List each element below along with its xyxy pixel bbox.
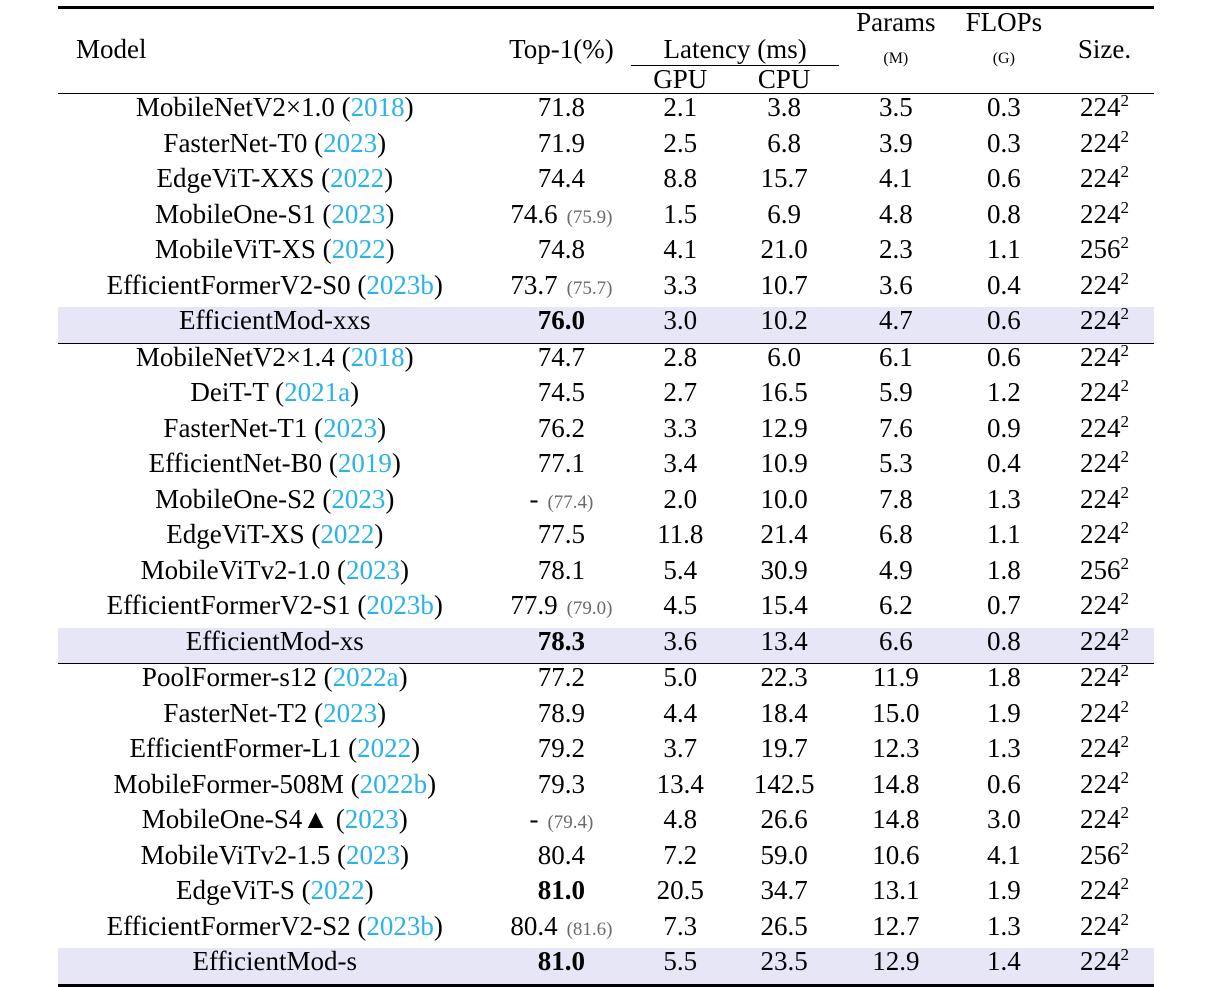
cell-flops: 0.8 [953, 628, 1055, 664]
cell-flops: 0.4 [986, 448, 1021, 478]
cell-top1: 74.7 [492, 343, 632, 379]
cell-cpu: 26.5 [760, 910, 808, 941]
cell-model: FasterNet-T2 (2023) [163, 697, 387, 728]
cell-top1: 74.5 [537, 377, 586, 407]
table-row [58, 486, 1154, 522]
cell-params: 14.8 [872, 768, 920, 799]
cell-gpu: 2.7 [663, 377, 698, 407]
table-row [58, 379, 1154, 415]
cell-top1: 79.3 [537, 768, 586, 799]
cell-gpu: 4.4 [663, 697, 698, 728]
cell-model: EfficientFormer-L1 (2022) [129, 733, 421, 763]
cell-flops: 1.3 [986, 910, 1021, 941]
cell-flops: 1.2 [986, 377, 1021, 407]
cell-gpu: 7.2 [663, 839, 698, 870]
cell-flops: 0.3 [953, 94, 1055, 130]
cell-model: EdgeViT-XXS (2022) [156, 163, 394, 193]
cell-flops: 0.6 [986, 163, 1021, 193]
cell-cpu: 3.8 [729, 94, 839, 130]
cell-top1: 80.4 (81.6) [510, 910, 613, 941]
header-latency: Latency (ms) [631, 8, 839, 67]
cell-top1: 76.0 [492, 307, 632, 343]
table-row [58, 307, 1154, 343]
cell-size: $224^2$ [1079, 126, 1129, 158]
cell-model: MobileViTv2-1.0 (2023) [140, 554, 409, 585]
cell-gpu: 4.8 [663, 804, 698, 834]
cell-gpu: 4.5 [663, 590, 698, 620]
table-row [58, 94, 1154, 130]
table-row [58, 628, 1154, 664]
cell-cpu: 21.4 [760, 519, 808, 549]
cell-gpu: 8.8 [663, 163, 698, 193]
cell-flops: 3.0 [986, 804, 1021, 834]
cell-size: $224^2$ [1079, 803, 1129, 834]
cell-flops: 0.6 [953, 307, 1055, 343]
header-params: Params (M) [839, 8, 953, 94]
cell-params: 4.1 [878, 163, 913, 193]
cell-model: EfficientMod-xxs [58, 307, 492, 343]
header-gpu: GPU [653, 64, 708, 94]
cell-model: EdgeViT-S (2022) [175, 875, 374, 905]
cell-model: EfficientFormerV2-S2 (2023b) [106, 910, 443, 941]
cell-size: $224^2$ [1055, 948, 1154, 985]
cell-params: 12.9 [839, 948, 953, 985]
cell-gpu: 3.3 [663, 269, 698, 300]
cell-flops: 1.8 [953, 664, 1055, 700]
cell-params: 5.3 [878, 448, 913, 478]
cell-size: $224^2$ [1055, 628, 1154, 664]
cell-top1: - (77.4) [529, 483, 594, 514]
cell-top1: 81.0 [537, 875, 586, 905]
cell-model: FasterNet-T1 (2023) [163, 412, 387, 443]
table-row [58, 521, 1154, 557]
cell-cpu: 6.8 [767, 127, 801, 158]
cell-cpu: 142.5 [753, 768, 815, 799]
cell-model: MobileOne-S4▲ (2023) [141, 804, 408, 834]
cell-model: MobileOne-S1 (2023) [155, 198, 395, 229]
cell-model: EfficientFormerV2-S0 (2023b) [106, 269, 443, 300]
cell-size: $224^2$ [1079, 909, 1129, 941]
cell-flops: 1.4 [953, 948, 1055, 985]
cell-size: $256^2$ [1079, 553, 1129, 585]
table-row [58, 201, 1154, 237]
cell-flops: 0.8 [986, 198, 1021, 229]
table-row [58, 450, 1154, 486]
cell-cpu: 6.0 [729, 343, 839, 379]
cell-gpu: 3.3 [663, 412, 698, 443]
header-model: Model [58, 8, 492, 94]
cell-flops: 0.6 [986, 768, 1021, 799]
cell-cpu: 23.5 [729, 948, 839, 985]
cell-gpu: 3.6 [631, 628, 729, 664]
cell-model: EfficientMod-s [58, 948, 492, 985]
cell-flops: 1.8 [986, 554, 1021, 585]
cell-size: $224^2$ [1055, 94, 1154, 130]
cell-top1: 71.9 [537, 127, 586, 158]
cell-size: $224^2$ [1079, 447, 1129, 478]
cell-size: $256^2$ [1079, 233, 1129, 264]
cell-params: 3.6 [878, 269, 913, 300]
table-row [58, 913, 1154, 949]
cell-cpu: 21.0 [760, 234, 808, 264]
cell-cpu: 12.9 [760, 412, 808, 443]
cell-model: FasterNet-T0 (2023) [163, 127, 387, 158]
table-header-row [58, 8, 1154, 67]
cell-cpu: 26.6 [760, 804, 808, 834]
cell-gpu: 13.4 [656, 768, 704, 799]
cell-size: $224^2$ [1079, 197, 1129, 229]
table-bottom-rule [58, 985, 1154, 987]
results-table [58, 6, 1154, 987]
cell-top1: 71.8 [492, 94, 632, 130]
cell-flops: 0.4 [986, 269, 1021, 300]
cell-gpu: 7.3 [663, 910, 698, 941]
cell-top1: 78.3 [492, 628, 632, 664]
cell-model: PoolFormer-s12 (2022a) [58, 664, 492, 700]
cell-cpu: 34.7 [760, 875, 808, 905]
cell-top1: 79.2 [537, 733, 586, 763]
cell-gpu: 11.8 [657, 519, 704, 549]
cell-flops: 1.9 [986, 875, 1021, 905]
cell-params: 3.9 [878, 127, 913, 158]
header-flops: FLOPs (G) [953, 8, 1055, 94]
cell-size: $224^2$ [1055, 664, 1154, 700]
cell-size: $224^2$ [1079, 268, 1129, 300]
cell-model: DeiT-T (2021a) [190, 377, 360, 407]
cell-cpu: 15.4 [760, 590, 808, 620]
cell-size: $224^2$ [1079, 589, 1129, 620]
cell-top1: 78.9 [537, 697, 586, 728]
cell-params: 6.6 [839, 628, 953, 664]
cell-gpu: 2.8 [631, 343, 729, 379]
header-cpu: CPU [757, 64, 811, 94]
cell-gpu: 5.0 [631, 664, 729, 700]
cell-params: 5.9 [878, 377, 913, 407]
cell-top1: 74.4 [537, 163, 586, 193]
cell-cpu: 59.0 [760, 839, 808, 870]
cell-top1: 74.6 (75.9) [510, 198, 613, 229]
cell-gpu: 3.7 [663, 733, 698, 763]
cell-gpu: 2.5 [663, 127, 698, 158]
cell-params: 4.9 [878, 554, 913, 585]
cell-top1: 77.1 [537, 448, 586, 478]
table-row [58, 948, 1154, 985]
cell-gpu: 1.5 [663, 198, 698, 229]
cell-cpu: 10.9 [760, 448, 808, 478]
cell-top1: 76.2 [537, 412, 586, 443]
table-row [58, 735, 1154, 771]
cell-cpu: 16.5 [760, 377, 808, 407]
cell-flops: 0.6 [953, 343, 1055, 379]
cell-size: $224^2$ [1079, 696, 1129, 728]
cell-cpu: 10.0 [760, 483, 808, 514]
cell-cpu: 6.9 [767, 198, 801, 229]
cell-model: MobileOne-S2 (2023) [155, 483, 395, 514]
cell-gpu: 2.1 [631, 94, 729, 130]
table-body [58, 8, 1154, 987]
cell-size: $224^2$ [1079, 767, 1129, 799]
cell-params: 4.8 [878, 198, 913, 229]
cell-size: $224^2$ [1079, 482, 1129, 514]
table-row [58, 771, 1154, 807]
cell-params: 6.2 [878, 590, 913, 620]
table-row [58, 343, 1154, 379]
cell-model: MobileFormer-508M (2022b) [113, 768, 437, 799]
cell-size: $224^2$ [1079, 874, 1129, 905]
cell-top1: 77.2 [492, 664, 632, 700]
cell-model: EfficientMod-xs [58, 628, 492, 664]
cell-flops: 1.9 [986, 697, 1021, 728]
cell-cpu: 18.4 [760, 697, 808, 728]
cell-gpu: 3.4 [663, 448, 698, 478]
cell-gpu: 5.4 [663, 554, 698, 585]
cell-flops: 1.3 [986, 733, 1021, 763]
cell-top1: 77.9 (79.0) [510, 590, 613, 620]
cell-cpu: 10.7 [760, 269, 808, 300]
table-row [58, 842, 1154, 878]
table-row [58, 415, 1154, 451]
table-row [58, 236, 1154, 272]
cell-top1: 77.5 [537, 519, 586, 549]
cell-flops: 0.7 [986, 590, 1021, 620]
cell-top1: 80.4 [537, 839, 586, 870]
table-row [58, 592, 1154, 628]
cell-model: MobileViTv2-1.5 (2023) [140, 839, 409, 870]
cell-top1: 81.0 [492, 948, 632, 985]
cell-cpu: 10.2 [729, 307, 839, 343]
cell-gpu: 2.0 [663, 483, 698, 514]
table-row [58, 806, 1154, 842]
header-top1: Top-1(%) [492, 8, 632, 94]
cell-params: 12.7 [872, 910, 920, 941]
table-row [58, 877, 1154, 913]
cell-params: 6.8 [878, 519, 913, 549]
cell-cpu: 22.3 [729, 664, 839, 700]
cell-top1: 78.1 [537, 554, 586, 585]
cell-model: MobileViT-XS (2022) [154, 234, 395, 264]
cell-cpu: 13.4 [729, 628, 839, 664]
cell-top1: 74.8 [537, 234, 586, 264]
cell-size: $224^2$ [1055, 307, 1154, 343]
cell-size: $224^2$ [1079, 411, 1129, 443]
results-table-container [0, 6, 1211, 987]
cell-params: 11.9 [839, 664, 953, 700]
cell-params: 14.8 [872, 804, 920, 834]
cell-params: 2.3 [878, 234, 913, 264]
cell-model: EdgeViT-XS (2022) [166, 519, 384, 549]
cell-params: 3.5 [839, 94, 953, 130]
cell-flops: 1.1 [986, 519, 1021, 549]
cell-params: 7.6 [878, 412, 913, 443]
cell-cpu: 30.9 [760, 554, 808, 585]
cell-gpu: 4.1 [663, 234, 698, 264]
table-row [58, 272, 1154, 308]
header-size: Size. [1055, 8, 1154, 94]
cell-model: EfficientNet-B0 (2019) [148, 448, 401, 478]
cell-flops: 4.1 [986, 839, 1021, 870]
table-row [58, 664, 1154, 700]
cell-gpu: 5.5 [631, 948, 729, 985]
cell-params: 10.6 [872, 839, 920, 870]
table-row [58, 165, 1154, 201]
cell-gpu: 3.0 [631, 307, 729, 343]
cell-flops: 0.9 [986, 412, 1021, 443]
cell-top1: 73.7 (75.7) [510, 269, 613, 300]
cell-model: MobileNetV2×1.0 (2018) [58, 94, 492, 130]
cell-flops: 1.3 [986, 483, 1021, 514]
cell-params: 6.1 [839, 343, 953, 379]
cell-params: 4.7 [839, 307, 953, 343]
table-row [58, 130, 1154, 166]
cell-size: $224^2$ [1079, 162, 1129, 193]
cell-flops: 0.3 [986, 127, 1021, 158]
cell-params: 12.3 [872, 733, 920, 763]
cell-size: $224^2$ [1055, 343, 1154, 379]
cell-params: 13.1 [872, 875, 920, 905]
cell-cpu: 19.7 [760, 733, 808, 763]
cell-cpu: 15.7 [760, 163, 808, 193]
cell-top1: - (79.4) [529, 804, 594, 834]
cell-gpu: 20.5 [656, 875, 704, 905]
cell-size: $256^2$ [1079, 838, 1129, 870]
cell-size: $224^2$ [1079, 376, 1129, 407]
cell-params: 15.0 [872, 697, 920, 728]
cell-params: 7.8 [878, 483, 913, 514]
table-row [58, 700, 1154, 736]
cell-flops: 1.1 [986, 234, 1021, 264]
cell-model: EfficientFormerV2-S1 (2023b) [106, 590, 443, 620]
cell-model: MobileNetV2×1.4 (2018) [58, 343, 492, 379]
table-row [58, 557, 1154, 593]
cell-size: $224^2$ [1079, 518, 1129, 549]
cell-size: $224^2$ [1079, 732, 1129, 763]
